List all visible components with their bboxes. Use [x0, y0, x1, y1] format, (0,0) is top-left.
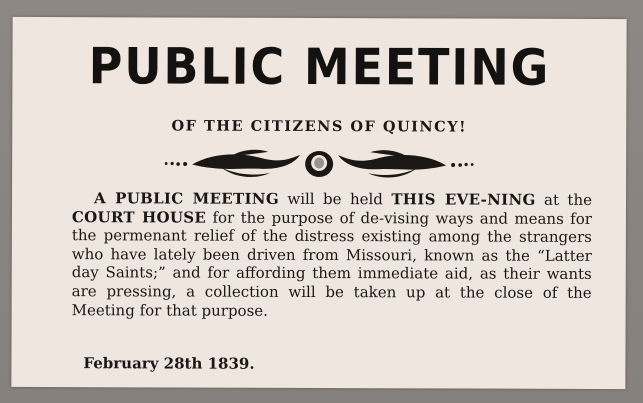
poster-date: February 28th 1839.: [83, 354, 255, 373]
decorative-scroll-ornament-icon: [160, 145, 478, 182]
poster-title: PUBLIC MEETING: [88, 37, 551, 97]
poster-subtitle: OF THE CITIZENS OF QUINCY!: [171, 117, 467, 136]
broadside-poster: [11, 17, 626, 389]
court-house-bold-text: COURT HOUSE: [71, 207, 207, 227]
body-segment-3: for the purpose of de-vising ways and means for the permenant relief of the distress existing among the strangers who have lately been driven from Missouri, known as the “Latter day Saints;” and for affording them immediate aid, as their wants are pressing, a collection will be taken up at the close of the Meeting for that purpose.: [71, 208, 592, 320]
body-segment-1: will be held: [278, 189, 392, 209]
this-evening-bold-text: THIS EVE-NING: [391, 190, 536, 209]
meeting-announcement-paragraph: [72, 189, 592, 321]
body-segment-2: at the: [535, 190, 593, 209]
lead-bold-text: A PUBLIC MEETING: [93, 189, 279, 208]
